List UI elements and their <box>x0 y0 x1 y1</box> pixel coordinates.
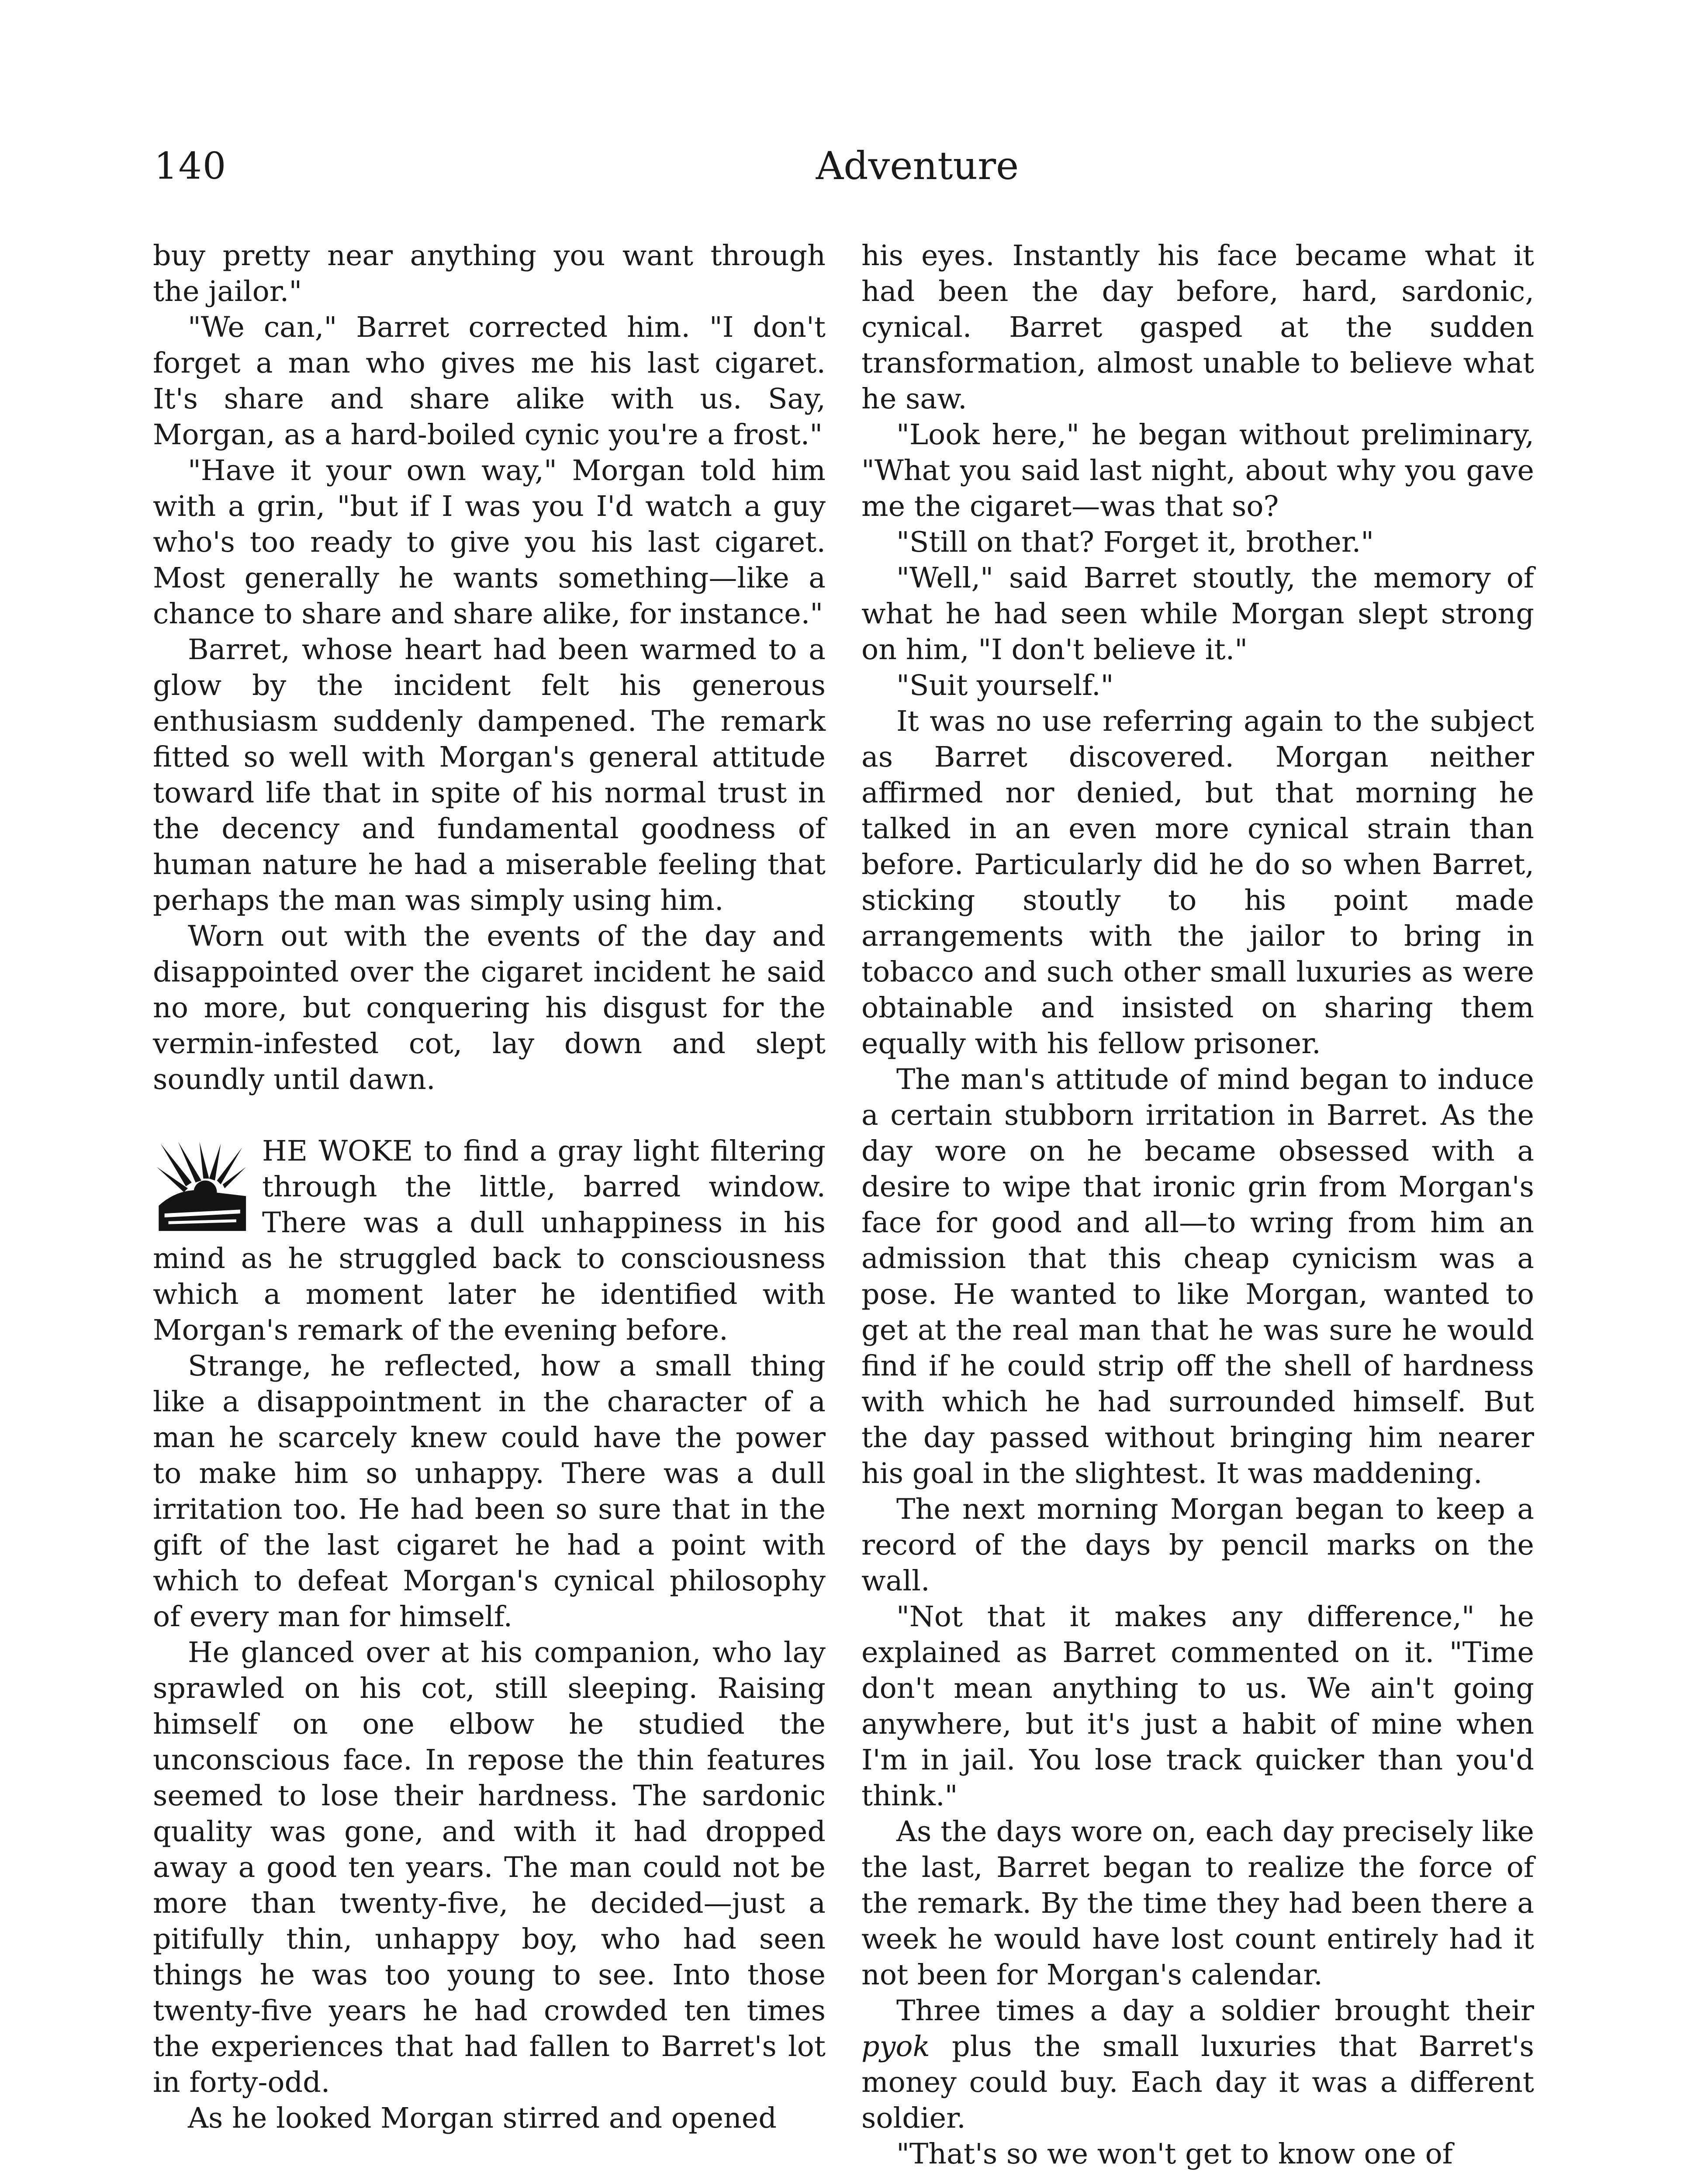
paragraph: The man's attitude of mind began to induce a certain stubborn irritation in Barret. As the day wore on he became obsessed with a desire to wipe that ironic grin from Morgan's face for good and all—to wring from him an admission that this cheap cynicism was a pose. He wanted to like Morgan, wanted to get at the real man that he was sure he would find if he could strip off the shell of hardness with which he had surrounded himself. But the day passed without bringing him nearer his goal in the slightest. It was maddening. <box>861 1063 1534 1490</box>
paragraph: Barret, whose heart had been warmed to a glow by the incident felt his generous enthusiasm suddenly dampened. The remark fitted so well with Morgan's general attitude toward life that in spite of his normal trust in the decency and fundamental goodness of human nature he had a miserable feeling that perhaps the man was simply using him. <box>153 633 826 917</box>
paragraph: "Not that it makes any difference," he explained as Barret commented on it. "Time don't mean anything to us. We ain't going anywhere, but it's just a habit of mine when I'm in jail. You lose track quicker than you'd think." <box>861 1600 1534 1812</box>
paragraph: "We can," Barret corrected him. "I don't forget a man who gives me his last cigaret. It's share and share alike with us. Say, Morgan, as a hard-boiled cynic you're a frost." <box>153 311 826 451</box>
paragraph: "Still on that? Forget it, brother." <box>896 526 1374 559</box>
running-head-title: Adventure <box>816 143 1019 188</box>
paragraph: his eyes. Instantly his face became what it had been the day before, hard, sardonic, cynical. Barret gasped at the sudden transformation, almost unable to believe what he saw. <box>861 239 1534 415</box>
paragraph: As he looked Morgan stirred and opened <box>188 2102 777 2135</box>
paragraph: "Look here," he began without preliminary, "What you said last night, about why you gave me the cigaret—was that so? <box>861 418 1534 523</box>
paragraph: He glanced over at his companion, who lay sprawled on his cot, still sleeping. Raising himself on one elbow he studied the unconscious face. In repose the thin features seemed to lose their hardness. The sardonic quality was gone, and with it had dropped away a good ten years. The man could not be more than twenty-five, he decided—just a pitifully thin, unhappy boy, who had seen things he was too young to see. Into those twenty-five years he had crowded ten times the experiences that had fallen to Barret's lot in forty-odd. <box>153 1636 826 2099</box>
section-break <box>153 1098 826 1133</box>
section-opening-text: HE WOKE to find a gray light filtering through the little, barred window. There was a dull unhappiness in his mind as he struggled back to consciousness which a moment later he identified with Morgan's remark of the evening before. <box>153 1135 826 1347</box>
section-opening-paragraph <box>153 1133 826 1348</box>
paragraph: "That's so we won't get to know one of <box>896 2138 1453 2170</box>
drop-cap-ornament-icon <box>153 1138 250 1235</box>
paragraph: "Suit yourself." <box>896 669 1114 702</box>
paragraph <box>861 1993 1534 2136</box>
paragraph: As the days wore on, each day precisely like the last, Barret began to realize the force of the remark. By the time they had been there a week he would have lost count entirely had it not been for Morgan's calendar. <box>861 1815 1534 1991</box>
page-number: 140 <box>154 145 227 187</box>
paragraph: "Have it your own way," Morgan told him with a grin, "but if I was you I'd watch a guy who's too ready to give you his last cigaret. Most generally he wants something—like a chance to share and share alike, for instance." <box>153 454 826 630</box>
paragraph: It was no use referring again to the subject as Barret discovered. Morgan neither affirmed nor denied, but that morning he talked in an even more cynical strain than before. Particularly did he do so when Barret, sticking stoutly to his point made arrangements with the jailor to bring in tobacco and such other small luxuries as were obtainable and insisted on sharing them equally with his fellow prisoner. <box>861 705 1534 1060</box>
paragraph: The next morning Morgan began to keep a record of the days by pencil marks on the wall. <box>861 1493 1534 1597</box>
paragraph: buy pretty near anything you want through the jailor." <box>153 239 826 308</box>
paragraph: "Well," said Barret stoutly, the memory of what he had seen while Morgan slept strong on him, "I don't believe it." <box>861 562 1534 666</box>
text-run: plus the small luxuries that Barret's money could buy. Each day it was a different soldier. <box>861 2030 1534 2135</box>
left-column <box>153 238 826 2136</box>
text-run: Three times a day a soldier brought their <box>896 1994 1534 2027</box>
paragraph: Worn out with the events of the day and disappointed over the cigaret incident he said no more, but conquering his disgust for the vermin-infested cot, lay down and slept soundly until dawn. <box>153 920 826 1096</box>
paragraph: Strange, he reflected, how a small thing like a disappointment in the character of a man he scarcely knew could have the power to make him so unhappy. There was a dull irritation too. He had been so sure that in the gift of the last cigaret he had a point with which to defeat Morgan's cynical philosophy of every man for himself. <box>153 1350 826 1633</box>
right-column <box>861 238 1534 2172</box>
italic-word: pyok <box>861 2030 930 2063</box>
